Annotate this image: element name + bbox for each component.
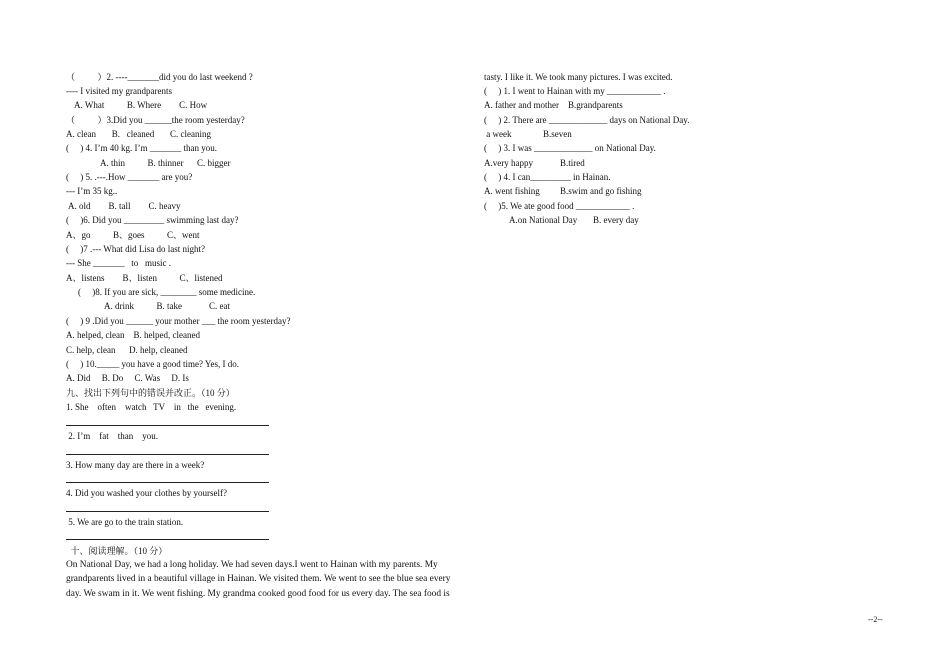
q7-answer-line: --- She _______ to music .: [66, 258, 171, 268]
q2-stem: （ ）2. ----_______did you do last weekend ?: [66, 72, 253, 82]
reading-q1-options: A. father and mother B.grandparents: [484, 100, 623, 110]
section9-item-5: 5. We are go to the train station.: [66, 517, 184, 527]
passage-line-3: day. We swam in it. We went fishing. My grandma cooked good food for us every day. The sea food is: [66, 589, 450, 599]
page-number: --2--: [868, 615, 883, 624]
section9-item-4: 4. Did you washed your clothes by yourself?: [66, 488, 227, 498]
section9-title: 九、找出下列句中的错误并改正。（10 分）: [66, 388, 235, 398]
reading-q3-options: A.very happy B.tired: [484, 158, 585, 168]
q8-stem: ( )8. If you are sick, ________ some medicine.: [78, 287, 256, 297]
answer-line-5: [66, 539, 269, 540]
reading-q4-stem: ( ) 4. I can_________ in Hainan.: [484, 172, 611, 182]
section9-item-1: 1. She often watch TV in the evening.: [66, 402, 237, 412]
answer-line-1: [66, 425, 269, 426]
passage-line-4: tasty. I like it. We took many pictures. I was excited.: [484, 72, 673, 82]
passage-line-1: On National Day, we had a long holiday. We had seven days.I went to Hainan with my parents. My: [66, 560, 438, 570]
q3-stem: （ ）3.Did you ______the room yesterday?: [66, 115, 245, 125]
q9-stem: ( ) 9 .Did you ______ your mother ___ the room yesterday?: [66, 316, 291, 326]
q7-options: A、listens B、listen C、listened: [66, 273, 223, 283]
q3-options: A. clean B. cleaned C. cleaning: [66, 129, 211, 139]
q2-options: A. What B. Where C. How: [74, 100, 208, 110]
q4-stem: ( ) 4. I’m 40 kg. I’m _______ than you.: [66, 143, 217, 153]
answer-line-4: [66, 511, 269, 512]
reading-q5-options: A.on National Day B. every day: [509, 215, 639, 225]
reading-q5-stem: ( )5. We ate good food ____________ .: [484, 201, 635, 211]
section10-title: 十、阅读理解。（10 分）: [66, 546, 168, 556]
q5-options: A. old B. tall C. heavy: [68, 201, 181, 211]
q5-stem: ( ) 5. .---.How _______ are you?: [66, 172, 193, 182]
reading-q2-stem: ( ) 2. There are _____________ days on National Day.: [484, 115, 690, 125]
section9-item-2: 2. I’m fat than you.: [66, 431, 158, 441]
q10-stem: ( ) 10._____ you have a good time? Yes, I do.: [66, 359, 239, 369]
q4-options: A. thin B. thinner C. bigger: [100, 158, 231, 168]
q6-stem: ( )6. Did you _________ swimming last day?: [66, 215, 239, 225]
answer-line-2: [66, 454, 269, 455]
reading-q2-options: a week B.seven: [484, 129, 572, 139]
reading-q4-options: A. went fishing B.swim and go fishing: [484, 186, 642, 196]
passage-line-2: grandparents lived in a beautiful village in Hainan. We visited them. We went to see the blue sea every: [66, 574, 451, 584]
answer-line-3: [66, 482, 269, 483]
q9-options-row2: C. help, clean D. help, cleaned: [66, 345, 188, 355]
q7-stem: ( )7 .--- What did Lisa do last night?: [66, 244, 206, 254]
q5-answer-line: --- I’m 35 kg..: [66, 186, 118, 196]
q9-options-row1: A. helped, clean B. helped, cleaned: [66, 330, 200, 340]
q6-options: A、go B、goes C、went: [66, 230, 200, 240]
q8-options: A. drink B. take C. eat: [104, 301, 230, 311]
reading-q3-stem: ( ) 3. I was _____________ on National Day.: [484, 143, 656, 153]
reading-q1-stem: ( ) 1. I went to Hainan with my ____________ .: [484, 86, 666, 96]
section9-item-3: 3. How many day are there in a week?: [66, 460, 205, 470]
q10-options: A. Did B. Do C. Was D. Is: [66, 373, 189, 383]
q2-answer-line: ---- I visited my grandparents: [66, 86, 172, 96]
